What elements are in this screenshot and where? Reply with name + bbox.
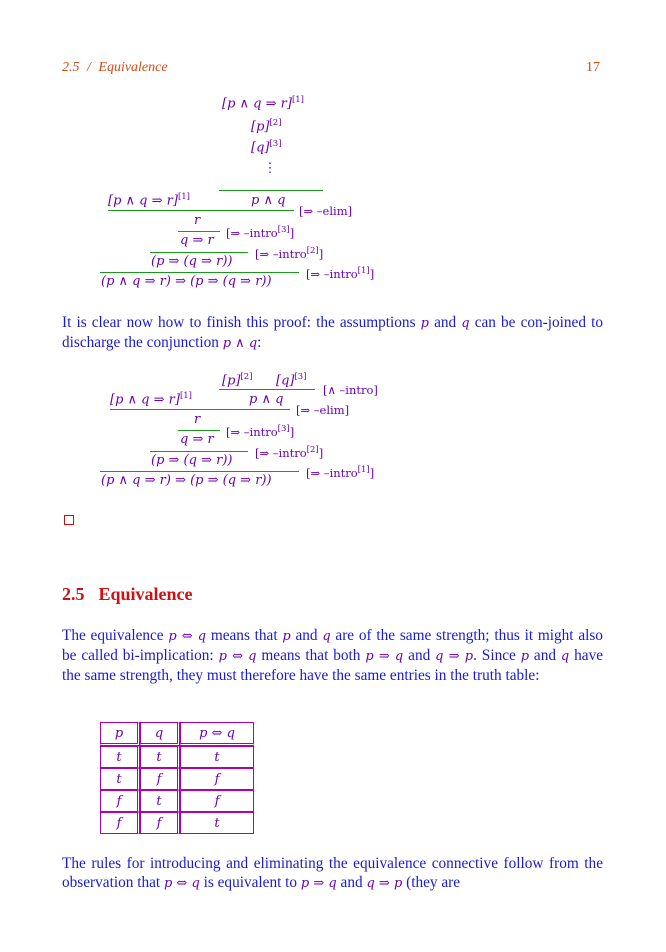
- table-header-row: [100, 722, 254, 746]
- table-cell: t: [140, 746, 180, 768]
- rule-label-elim: [⇒ –elim]: [299, 204, 353, 218]
- paragraph-1: It is clear now how to finish this proof: the assumptions p and q can be con-joined to discharge the conjunction p ∧ q:: [62, 314, 603, 352]
- running-header: [62, 60, 168, 76]
- assumption-3: [q][3]: [251, 139, 282, 156]
- assumption-q: [q][3]: [276, 372, 307, 389]
- table-cell: t: [180, 746, 254, 768]
- table-cell: f: [100, 812, 140, 834]
- formula-p-implies-qr: (p ⇒ (q ⇒ r)): [151, 453, 233, 468]
- assumption-2: [p][2]: [251, 118, 282, 135]
- paragraph-3: The rules for introducing and eliminating the equivalence connective follow from the observation that p ⇔ q is equivalent to p ⇒ q and q ⇒ p (they are: [62, 855, 603, 892]
- inference-bar: [150, 252, 248, 253]
- table-cell: f: [180, 790, 254, 812]
- assumption-1: [p ∧ q ⇒ r][1]: [222, 95, 304, 112]
- rule-label-intro-2: [⇒ –intro[2]]: [255, 445, 324, 460]
- final-formula: (p ∧ q ⇒ r) ⇒ (p ⇒ (q ⇒ r)): [101, 473, 272, 488]
- table-cell: t: [140, 790, 180, 812]
- inference-bar: [100, 272, 299, 273]
- inference-bar: [110, 409, 290, 410]
- inference-bar: [178, 430, 220, 431]
- formula-q-implies-r: q ⇒ r: [180, 432, 214, 447]
- header-section-number: 2.5: [62, 60, 80, 75]
- rule-label-intro-1: [⇒ –intro[1]]: [306, 266, 375, 281]
- rule-label-intro-3: [⇒ –intro[3]]: [226, 424, 295, 439]
- formula-r: r: [194, 412, 201, 427]
- left-premise: [p ∧ q ⇒ r][1]: [110, 391, 192, 408]
- conjunction: p ∧ q: [251, 193, 286, 208]
- header-cell-p: p: [100, 722, 140, 746]
- table-row: [100, 768, 254, 790]
- qed-square-icon: [64, 515, 74, 525]
- inference-bar: [108, 210, 294, 211]
- left-premise: [p ∧ q ⇒ r][1]: [108, 192, 190, 209]
- section-title: Equivalence: [98, 584, 193, 604]
- table-cell: t: [100, 746, 140, 768]
- inference-bar: [100, 471, 299, 472]
- truth-table: [100, 722, 254, 834]
- table-row: [100, 812, 254, 834]
- assumption-p: [p][2]: [222, 372, 253, 389]
- table-cell: t: [180, 812, 254, 834]
- table-cell: t: [100, 768, 140, 790]
- table-row: [100, 746, 254, 768]
- formula-q-implies-r: q ⇒ r: [180, 233, 214, 248]
- paragraph-2: The equivalence p ⇔ q means that p and q are of the same strength; thus it might also be called bi-implication: p ⇔ q means that both p ⇒ q and q ⇒ p. Since p and q have the same strength, they must therefore have the same entries in the truth table:: [62, 627, 604, 685]
- final-formula: (p ∧ q ⇒ r) ⇒ (p ⇒ (q ⇒ r)): [101, 274, 272, 289]
- table-cell: f: [140, 768, 180, 790]
- rule-label-and-intro: [∧ –intro]: [323, 383, 378, 397]
- header-separator: /: [87, 60, 91, 75]
- inference-bar: [150, 451, 248, 452]
- table-cell: f: [180, 768, 254, 790]
- inference-bar: [219, 190, 323, 191]
- rule-label-elim: [⇒ –elim]: [296, 403, 350, 417]
- section-number: 2.5: [62, 584, 85, 604]
- page-number: 17: [586, 60, 600, 75]
- table-cell: f: [100, 790, 140, 812]
- inference-bar: [219, 389, 315, 390]
- header-cell-equiv: p ⇔ q: [180, 722, 254, 746]
- table-row: [100, 790, 254, 812]
- header-cell-q: q: [140, 722, 180, 746]
- formula-r: r: [194, 213, 201, 228]
- rule-label-intro-1: [⇒ –intro[1]]: [306, 465, 375, 480]
- formula-p-implies-qr: (p ⇒ (q ⇒ r)): [151, 254, 233, 269]
- rule-label-intro-2: [⇒ –intro[2]]: [255, 246, 324, 261]
- conjunction: p ∧ q: [249, 392, 284, 407]
- vertical-ellipsis: ⋮: [263, 161, 277, 176]
- section-heading: [62, 584, 193, 605]
- table-cell: f: [140, 812, 180, 834]
- inference-bar: [178, 231, 220, 232]
- header-section-title: Equivalence: [98, 60, 168, 75]
- rule-label-intro-3: [⇒ –intro[3]]: [226, 225, 295, 240]
